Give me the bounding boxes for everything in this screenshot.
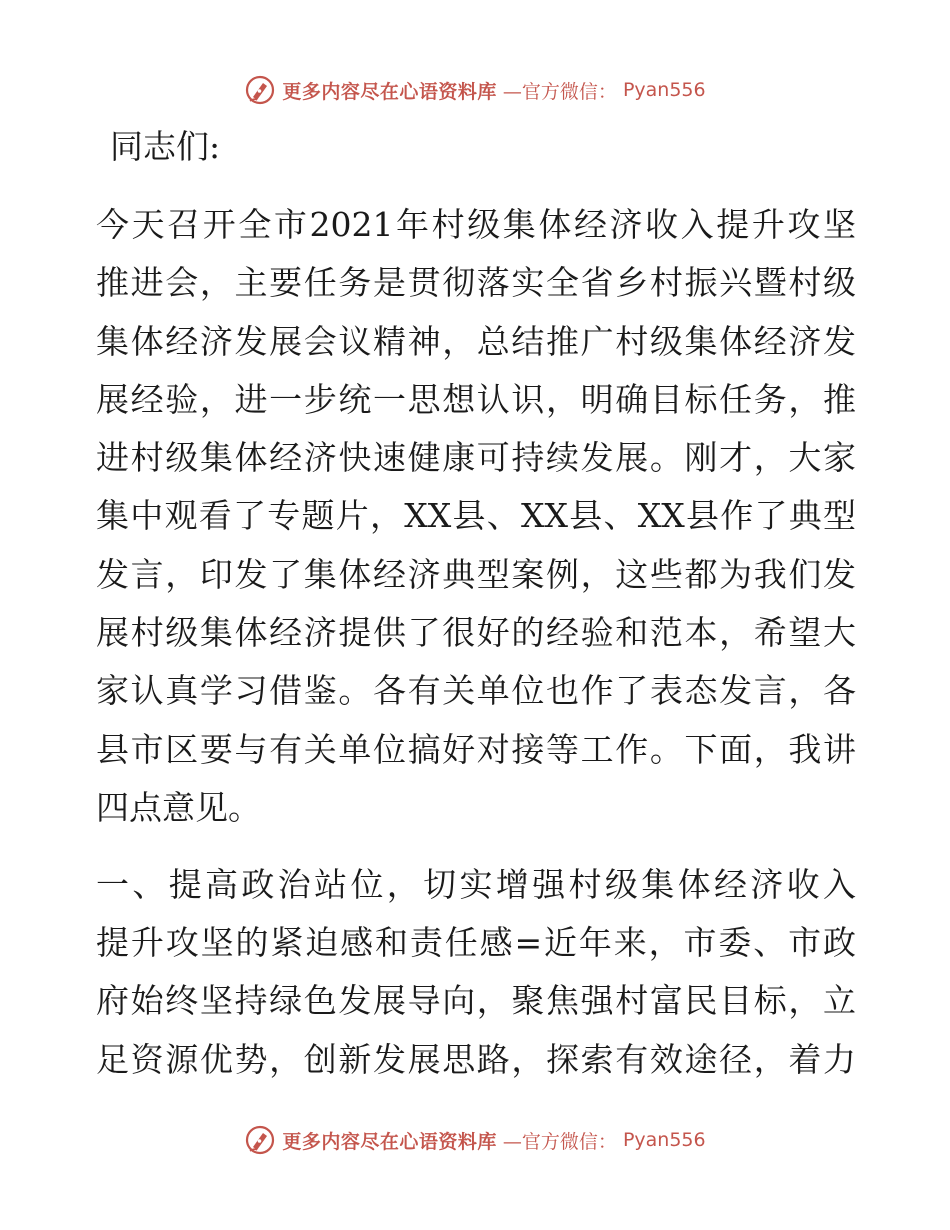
watermark-separator: —官方微信： (502, 80, 617, 103)
paragraph-line: 四点意见。 (96, 787, 261, 827)
paragraph-line: 进村级集体经济快速健康可持续发展。刚才，大家 (96, 438, 856, 478)
paragraph-line: 提升攻坚的紧迫感和责任感=近年来，市委、市政 (96, 923, 856, 963)
watermark-text: 更多内容尽在心语资料库 (282, 1130, 497, 1153)
paragraph-line: 发言，印发了集体经济典型案例，这些都为我们发 (96, 554, 856, 594)
paragraph-line: 推进会，主要任务是贯彻落实全省乡村振兴暨村级 (96, 263, 856, 303)
paragraph-line: 足资源优势，创新发展思路，探索有效途径，着力 (96, 1039, 856, 1079)
pen-nib-circle-icon (244, 1124, 276, 1156)
paragraph-line: 府始终坚持绿色发展导向，聚焦强村富民目标，立 (96, 981, 856, 1021)
watermark-footer (0, 1120, 950, 1160)
paragraph-line: 家认真学习借鉴。各有关单位也作了表态发言，各 (96, 671, 856, 711)
paragraph-line: 一、提高政治站位，切实增强村级集体经济收入 (96, 865, 856, 904)
paragraph-line: 今天召开全市2021年村级集体经济收入提升攻坚 (96, 205, 856, 244)
watermark-separator: —官方微信： (502, 1130, 617, 1153)
paragraph-2 (96, 856, 856, 1089)
paragraph-1 (96, 196, 856, 837)
paragraph-line: 县市区要与有关单位搞好对接等工作。下面，我讲 (96, 729, 856, 769)
salutation: 同志们: (110, 127, 221, 166)
paragraph-line: 展经验，进一步统一思想认识，明确目标任务，推 (96, 379, 856, 419)
watermark-handle: Pyan556 (622, 79, 706, 101)
paragraph-line: 集中观看了专题片，XX县、XX县、XX县作了典型 (96, 496, 856, 536)
watermark-handle: Pyan556 (622, 1129, 706, 1151)
paragraph-line: 展村级集体经济提供了很好的经验和范本，希望大 (96, 613, 856, 653)
paragraph-line: 集体经济发展会议精神，总结推广村级集体经济发 (96, 321, 856, 361)
watermark-text: 更多内容尽在心语资料库 (282, 80, 497, 103)
